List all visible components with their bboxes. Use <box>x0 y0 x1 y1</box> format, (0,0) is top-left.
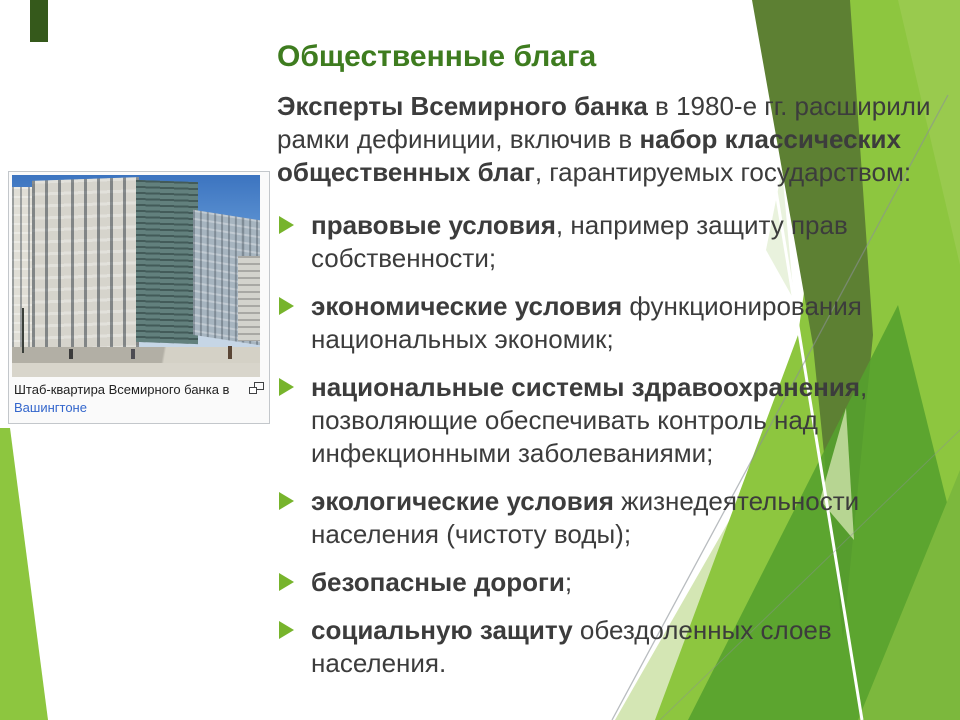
bullet-triangle-icon <box>279 492 294 510</box>
bullet-rest: функционирования национальных экономик; <box>311 291 862 355</box>
bullet-triangle-icon <box>279 378 294 396</box>
figure-caption <box>12 377 266 420</box>
bullet-text <box>311 567 572 597</box>
intro-bold-set: набор классических общественных благ <box>277 124 902 188</box>
bullet-bold: правовые условия <box>311 210 556 241</box>
intro-text-1: в 1980-е гг. расширили рамки дефиниции, включив в <box>277 91 931 155</box>
building-far-right <box>238 256 260 341</box>
bullet-text <box>311 291 862 354</box>
bullet-list <box>277 209 947 680</box>
caption-text: Штаб-квартира Всемирного банка в <box>14 382 230 397</box>
bullet-item-ecology <box>277 485 947 551</box>
building-glass-center <box>136 180 198 344</box>
bullet-item-roads <box>277 566 947 599</box>
bullet-text <box>311 615 832 678</box>
bullet-bold: безопасные дороги <box>311 567 565 598</box>
bullet-rest: ; <box>564 567 573 598</box>
bullet-rest: жизнедеятельности населения (чистоту воды); <box>311 486 860 550</box>
popout-icon[interactable] <box>249 382 264 394</box>
washington-link[interactable]: Вашингтоне <box>14 400 87 416</box>
bullet-text <box>311 486 859 549</box>
intro-paragraph <box>277 90 947 189</box>
bullet-bold: социальную защиту <box>311 615 573 646</box>
bullet-item-health <box>277 371 947 470</box>
pedestrian <box>131 349 135 359</box>
world-bank-photo <box>12 175 260 377</box>
deco-bottom-left-wedge <box>0 428 48 720</box>
popout-icon-inner-square <box>249 387 257 394</box>
bullet-rest: обездоленных слоев населения. <box>311 615 832 679</box>
bullet-text <box>311 210 848 273</box>
bullet-triangle-icon <box>279 621 294 639</box>
bullet-rest: , позволяющие обеспечивать контроль над инфекционными заболеваниями; <box>311 372 868 469</box>
bullet-item-legal <box>277 209 947 275</box>
page-title: Общественные блага <box>277 40 597 73</box>
intro-text-2: , гарантируемых государством: <box>534 157 912 188</box>
figure-world-bank <box>8 171 270 424</box>
traffic-light-pole <box>22 308 24 352</box>
bullet-triangle-icon <box>279 573 294 591</box>
building-left-tower <box>32 177 139 350</box>
pedestrian <box>228 346 232 359</box>
bullet-rest: , например защиту прав собственности; <box>311 210 848 274</box>
content-block <box>277 40 947 695</box>
bullet-triangle-icon <box>279 216 294 234</box>
top-left-accent-bar <box>30 0 48 42</box>
bullet-bold: национальные системы здравоохранения <box>311 372 861 403</box>
bullet-bold: экономические условия <box>311 291 623 322</box>
sidewalk <box>12 363 260 377</box>
pedestrian <box>69 349 73 359</box>
bullet-item-social <box>277 614 947 680</box>
intro-bold-experts: Эксперты Всемирного банка <box>277 91 648 121</box>
bullet-item-economic <box>277 290 947 356</box>
bullet-triangle-icon <box>279 297 294 315</box>
bullet-bold: экологические условия <box>311 486 614 517</box>
bullet-text <box>311 372 867 468</box>
